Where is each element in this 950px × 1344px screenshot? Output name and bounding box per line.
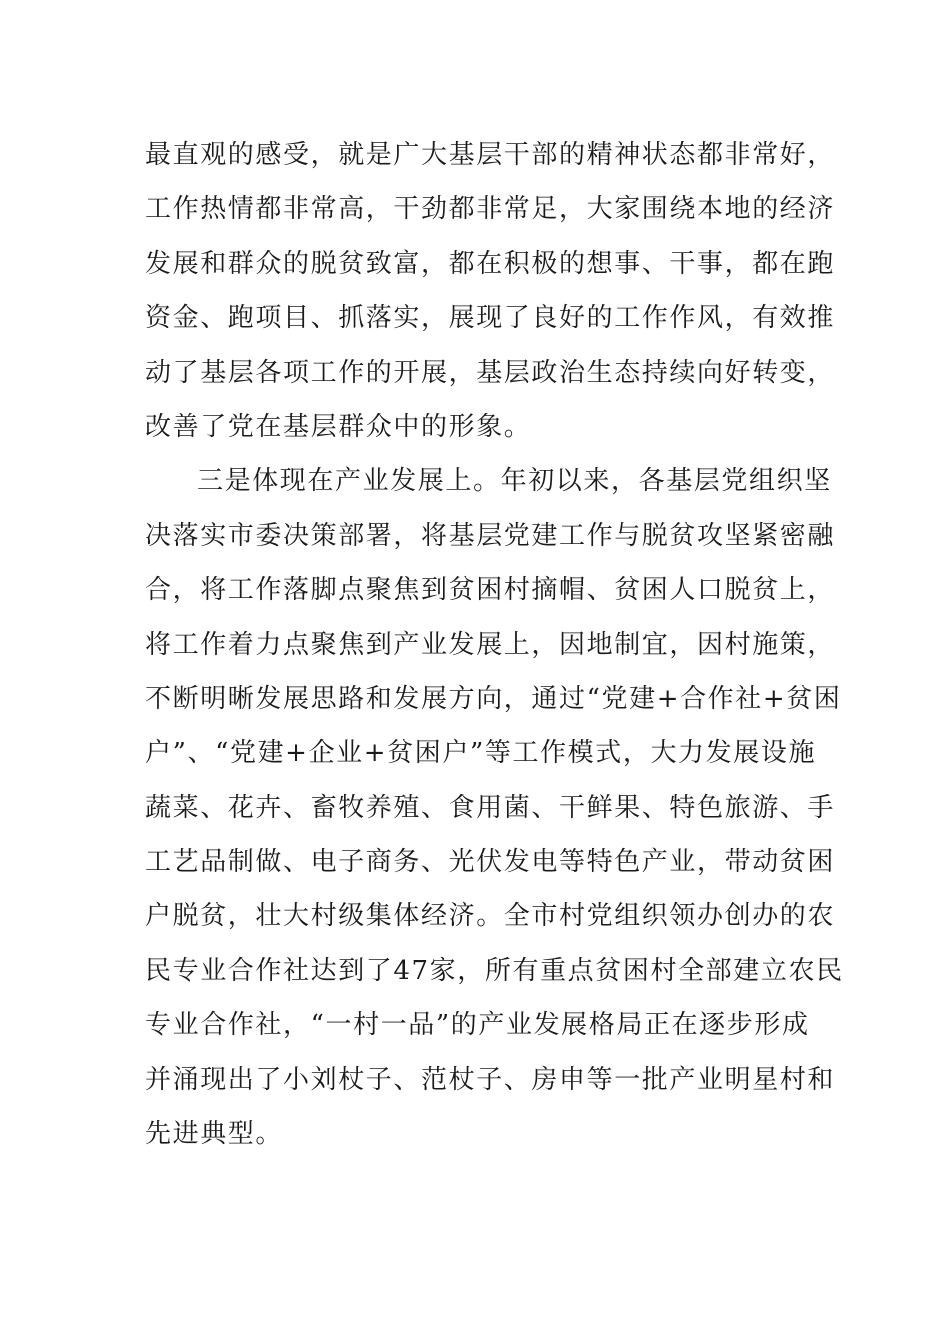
text-line: 最直观的感受，就是广大基层干部的精神状态都非常好， — [145, 140, 836, 170]
text-line: 资金、跑项目、抓落实，展现了良好的工作作风，有效推 — [145, 303, 836, 334]
text-line: 决落实市委决策部署，将基层党建工作与脱贫攻坚紧密融 — [145, 520, 836, 551]
text-line: 将工作着力点聚焦到产业发展上，因地制宜，因村施策， — [145, 629, 836, 660]
text-line: 并涌现出了小刘杖子、范杖子、房申等一批产业明星村和 — [145, 1064, 836, 1095]
text-line: 动了基层各项工作的开展，基层政治生态持续向好转变， — [145, 357, 836, 388]
text-line: 户脱贫，壮大村级集体经济。全市村党组织领办创办的农 — [145, 901, 836, 932]
text-line: 合，将工作落脚点聚焦到贫困村摘帽、贫困人口脱贫上， — [145, 575, 836, 606]
text-line: 工作热情都非常高，干劲都非常足，大家围绕本地的经济 — [145, 194, 836, 225]
text-line: 专业合作社，“一村一品”的产业发展格局正在逐步形成 — [145, 1010, 810, 1041]
text-line: 先进典型。 — [145, 1119, 284, 1150]
body-text — [145, 128, 844, 1161]
text-line: 发展和群众的脱贫致富，都在积极的想事、干事，都在跑 — [145, 248, 836, 279]
text-line: 户”、“党建+企业+贫困户”等工作模式，大力发展设施 — [145, 738, 817, 769]
text-line: 民专业合作社达到了47家，所有重点贫困村全部建立农民 — [145, 955, 844, 986]
text-line: 改善了党在基层群众中的形象。 — [145, 411, 532, 442]
text-line: 工艺品制做、电子商务、光伏发电等特色产业，带动贫困 — [145, 847, 836, 878]
text-line: 蔬菜、花卉、畜牧养殖、食用菌、干鲜果、特色旅游、手 — [145, 792, 836, 823]
text-line: 不断明晰发展思路和发展方向，通过“党建+合作社+贫困 — [145, 683, 842, 714]
paragraph-start-line: 三是体现在产业发展上。年初以来，各基层党组织坚 — [197, 466, 832, 497]
